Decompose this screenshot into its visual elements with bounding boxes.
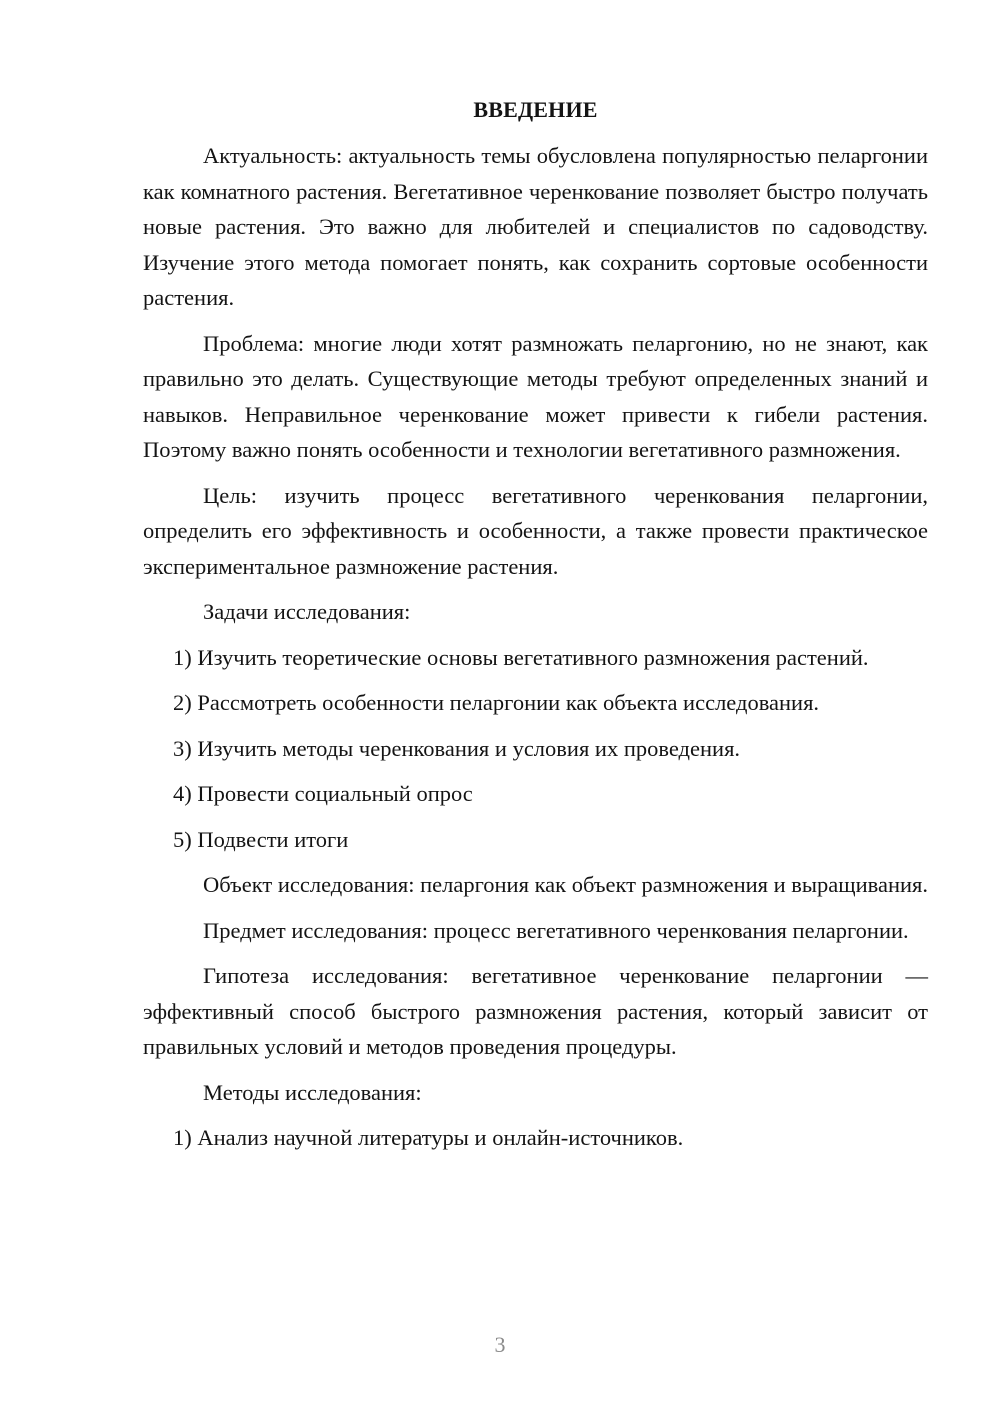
paragraph-object: Объект исследования: пеларгония как объект размножения и выращивания. [203,872,928,897]
task-item-1: 1) Изучить теоретические основы вегетативного размножения растений. [173,644,869,670]
paragraph-tasks-heading: Задачи исследования: [203,599,411,624]
page-number: 3 [494,1332,506,1357]
page-content [143,93,928,1166]
task-item-5: 5) Подвести итоги [173,826,349,852]
task-item-3: 3) Изучить методы черенкования и условия их проведения. [173,735,741,761]
section-heading: ВВЕДЕНИЕ [473,97,598,122]
method-item-1: 1) Анализ научной литературы и онлайн-источников. [173,1125,684,1150]
paragraph-goal: Цель: изучить процесс вегетативного черенкования пеларгонии, определить его эффективность и особенности, а также провести практическое экспериментальное размножение растения. [143,482,928,579]
paragraph-hypothesis: Гипотеза исследования: вегетативное черенкование пеларгонии — эффективный способ быстрого размножения растения, который зависит от правильных условий и методов проведения процедуры. [143,963,928,1059]
paragraph-problem: Проблема: многие люди хотят размножать пеларгонию, но не знают, как правильно это делать. Существующие методы требуют определенных знаний и навыков. Неправильное черенкование может привести к гибели растения. Поэтому важно понять особенности и технологии вегетативного размножения. [143,330,928,462]
paragraph-methods-heading: Методы исследования: [203,1079,422,1105]
paragraph-subject: Предмет исследования: процесс вегетативного черенкования пеларгонии. [203,917,909,943]
task-item-4: 4) Провести социальный опрос [173,781,473,806]
task-item-2: 2) Рассмотреть особенности пеларгонии как объекта исследования. [173,690,820,715]
paragraph-relevance: Актуальность: актуальность темы обусловлена популярностью пеларгонии как комнатного растения. Вегетативное черенкование позволяет быстро получать новые растения. Это важно для любителей и специалистов по садоводству. Изучение этого метода помогает понять, как сохранить сортовые особенности растения. [143,143,928,310]
